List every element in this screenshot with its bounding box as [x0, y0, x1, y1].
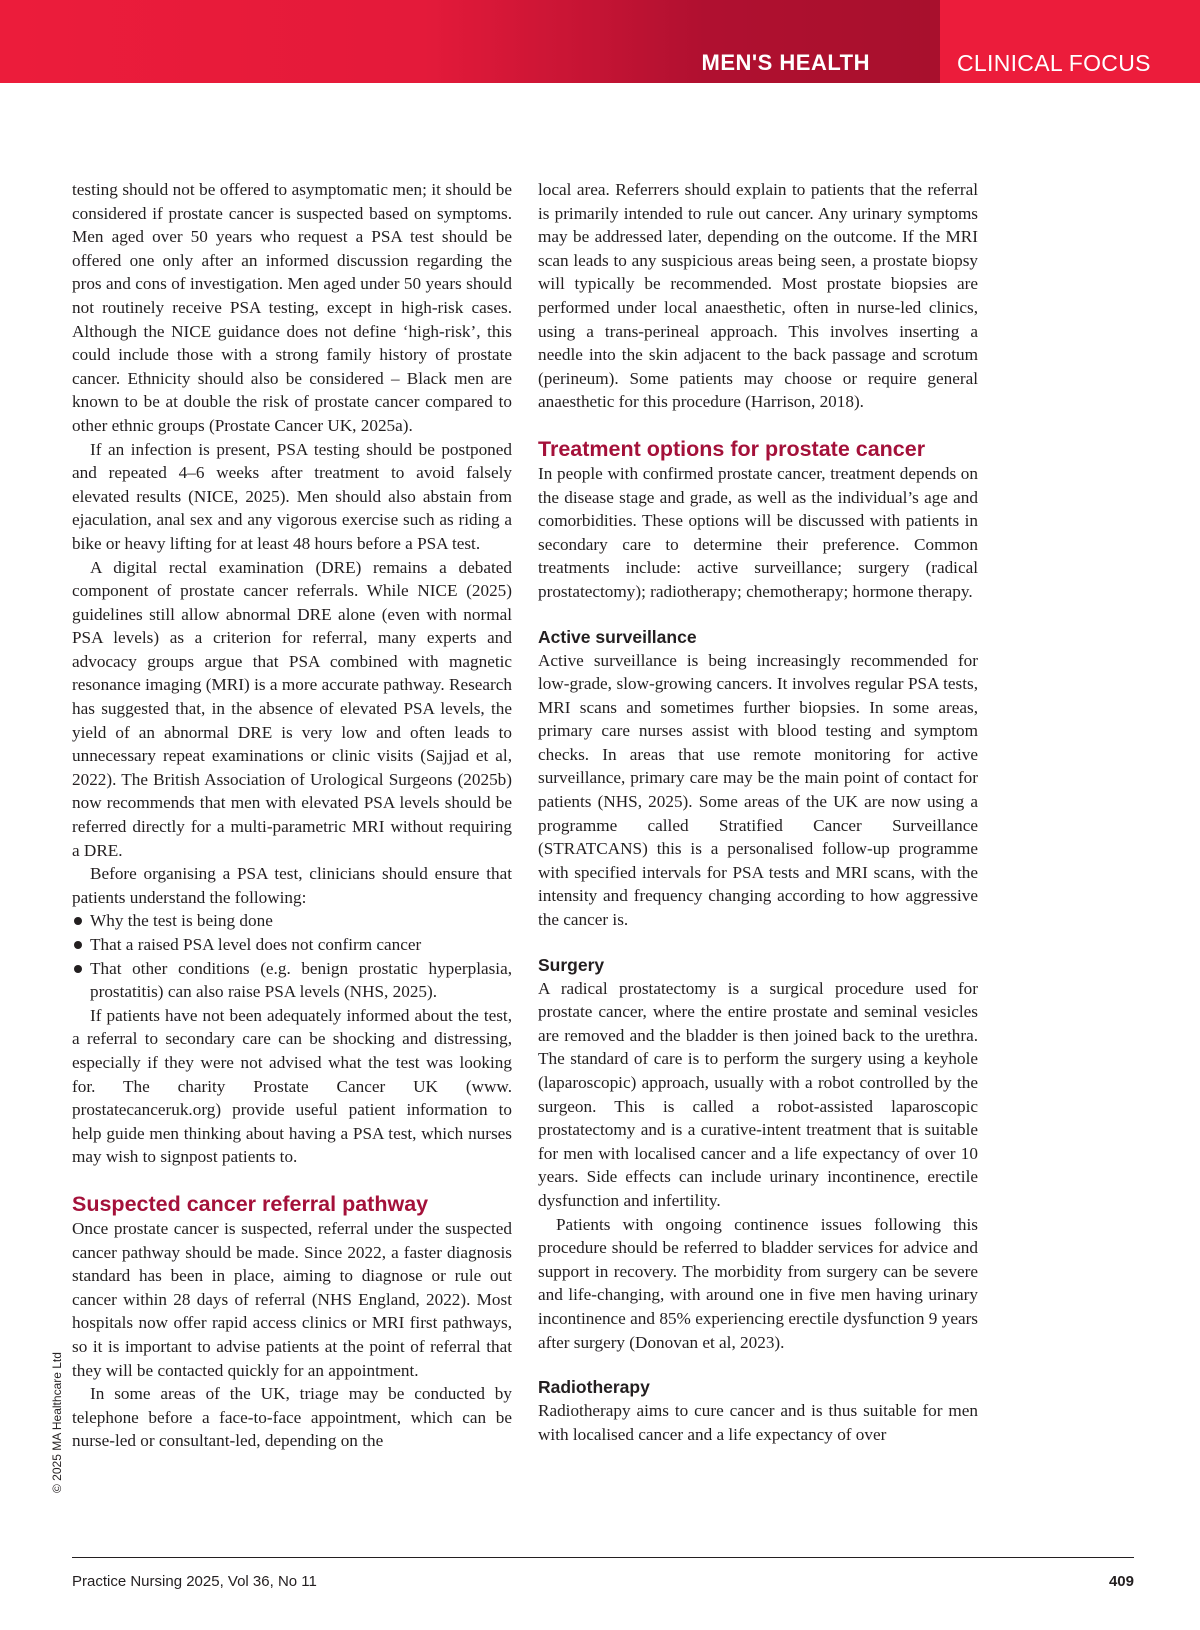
paragraph: If an infection is present, PSA testing should be postponed and repeated 4–6 weeks after treatment to avoid falsely elevated results (NICE, 2025). Men should also abstain from ejaculation, anal sex and any vigorous exercise such as riding a bike or heavy lifting for at least 48 hours before a PSA test. [72, 439, 512, 553]
list-item: Why the test is being done [72, 909, 512, 933]
paragraph: A digital rectal examination (DRE) remains a debated component of prostate cancer referrals. While NICE (2025) guidelines still allow abnormal DRE alone (even with normal PSA levels) as a criterion for referral, many experts and advocacy groups argue that PSA combined with magnetic resonance imaging (MRI) is a more accurate pathway. Research has suggested that, in the absence of elevated PSA levels, the yield of an abnormal DRE is very low and often leads to unnecessary repeat examinations or clinic visits (Sajjad et al, 2022). The British Association of Urological Surgeons (2025b) now recommends that men with elevated PSA levels should be referred directly for a multi-parametric MRI without requiring a DRE. [72, 557, 512, 860]
footer-divider [72, 1557, 1134, 1558]
header-banner [0, 0, 1200, 83]
paragraph: testing should not be offered to asymptomatic men; it should be considered if prostate cancer is suspected based on symptoms. Men aged over 50 years who request a PSA test should be offered one only after an informed discussion regarding the pros and cons of investigation. Men aged under 50 years should not routinely receive PSA testing, except in high-risk cases. Although the NICE guidance does not define ‘high-risk’, this could include those with a strong family history of prostate cancer. Ethnicity should also be considered – Black men are known to be at double the risk of prostate cancer compared to other ethnic groups (Prostate Cancer UK, 2025a). [72, 180, 512, 435]
heading-surgery: Surgery [538, 954, 605, 975]
paragraph: Before organising a PSA test, clinicians should ensure that patients understand the following: [72, 864, 512, 907]
list-item: That a raised PSA level does not confirm cancer [72, 933, 512, 957]
journal-citation: Practice Nursing 2025, Vol 36, No 11 [72, 1573, 317, 1590]
heading-referral-pathway: Suspected cancer referral pathway [72, 1191, 429, 1216]
paragraph: If patients have not been adequately informed about the test, a referral to secondary care can be shocking and distressing, especially if they were not advised what the test was looking for. The charity Prostate Cancer UK (www. prostatecanceruk.org) provide useful patient information to help guide men thinking about having a PSA test, which nurses may wish to signpost patients to. [72, 1005, 512, 1167]
paragraph: Radiotherapy aims to cure cancer and is thus suitable for men with localised cancer and a life expectancy of over [538, 1401, 978, 1444]
right-column [538, 178, 978, 1446]
heading-active-surveillance: Active surveillance [538, 626, 697, 647]
list-item: That other conditions (e.g. benign prostatic hyperplasia, prostatitis) can also raise PSA levels (NHS, 2025). [72, 957, 512, 1004]
paragraph: Once prostate cancer is suspected, referral under the suspected cancer pathway should be made. Since 2022, a faster diagnosis standard has been in place, aiming to diagnose or rule out cancer within 28 days of referral (NHS England, 2022). Most hospitals now offer rapid access clinics or MRI first pathways, so it is important to advise patients at the point of referral that they will be contacted quickly for an appointment. [72, 1218, 512, 1380]
paragraph: A radical prostatectomy is a surgical procedure used for prostate cancer, where the entire prostate and seminal vesicles are removed and the bladder is then joined back to the urethra. The standard of care is to perform the surgery using a keyhole (laparoscopic) approach, usually with a robot controlled by the surgeon. This is called a robot-assisted laparoscopic prostatectomy and is a curative-intent treatment that is suitable for men with localised cancer and a life expectancy of over 10 years. Side effects can include urinary incontinence, erectile dysfunction and infertility. [538, 978, 978, 1210]
section-subtitle: CLINICAL FOCUS [957, 50, 1151, 76]
heading-treatment-options: Treatment options for prostate cancer [538, 436, 926, 461]
paragraph: In people with confirmed prostate cancer, treatment depends on the disease stage and grade, as well as the individual’s age and comorbidities. These options will be discussed with patients in secondary care to determine their preference. Common treatments include: active surveillance; surgery (radical prostatectomy); radiotherapy; chemotherapy; hormone therapy. [538, 463, 978, 601]
paragraph: In some areas of the UK, triage may be conducted by telephone before a face-to-face appointment, which can be nurse-led or consultant-led, depending on the [72, 1384, 512, 1451]
bullet-list [72, 909, 512, 1003]
heading-radiotherapy: Radiotherapy [538, 1377, 650, 1398]
paragraph: Active surveillance is being increasingly recommended for low-grade, slow-growing cancers. It involves regular PSA tests, MRI scans and sometimes further biopsies. In some areas, primary care nurses assist with blood testing and symptom checks. In areas that use remote monitoring for active surveillance, primary care may be the main point of contact for patients (NHS, 2025). Some areas of the UK are now using a programme called Stratified Cancer Surveillance (STRATCANS) this is a personalised follow-up programme with specified intervals for PSA tests and MRI scans, with the intensity and frequency changing according to how aggressive the cancer is. [538, 650, 978, 930]
paragraph: local area. Referrers should explain to patients that the referral is primarily intended to rule out cancer. Any urinary symptoms may be addressed later, depending on the outcome. If the MRI scan leads to any suspicious areas being seen, a prostate biopsy will typically be recommended. Most prostate biopsies are performed under local anaesthetic, often in nurse-led clinics, using a trans-perineal approach. This involves inserting a needle into the skin adjacent to the back passage and scrotum (perineum). Some patients may choose or require general anaesthetic for this procedure (Harrison, 2018). [538, 180, 978, 412]
section-title: MEN'S HEALTH [701, 50, 870, 75]
page-number: 409 [1108, 1573, 1134, 1590]
copyright-notice: © 2025 MA Healthcare Ltd [50, 1352, 64, 1493]
left-column [72, 178, 512, 1453]
paragraph: Patients with ongoing continence issues following this procedure should be referred to bladder services for advice and support in recovery. The morbidity from surgery can be severe and life-changing, with around one in five men having urinary incontinence and 85% experiencing erectile dysfunction 9 years after surgery (Donovan et al, 2023). [538, 1214, 978, 1352]
